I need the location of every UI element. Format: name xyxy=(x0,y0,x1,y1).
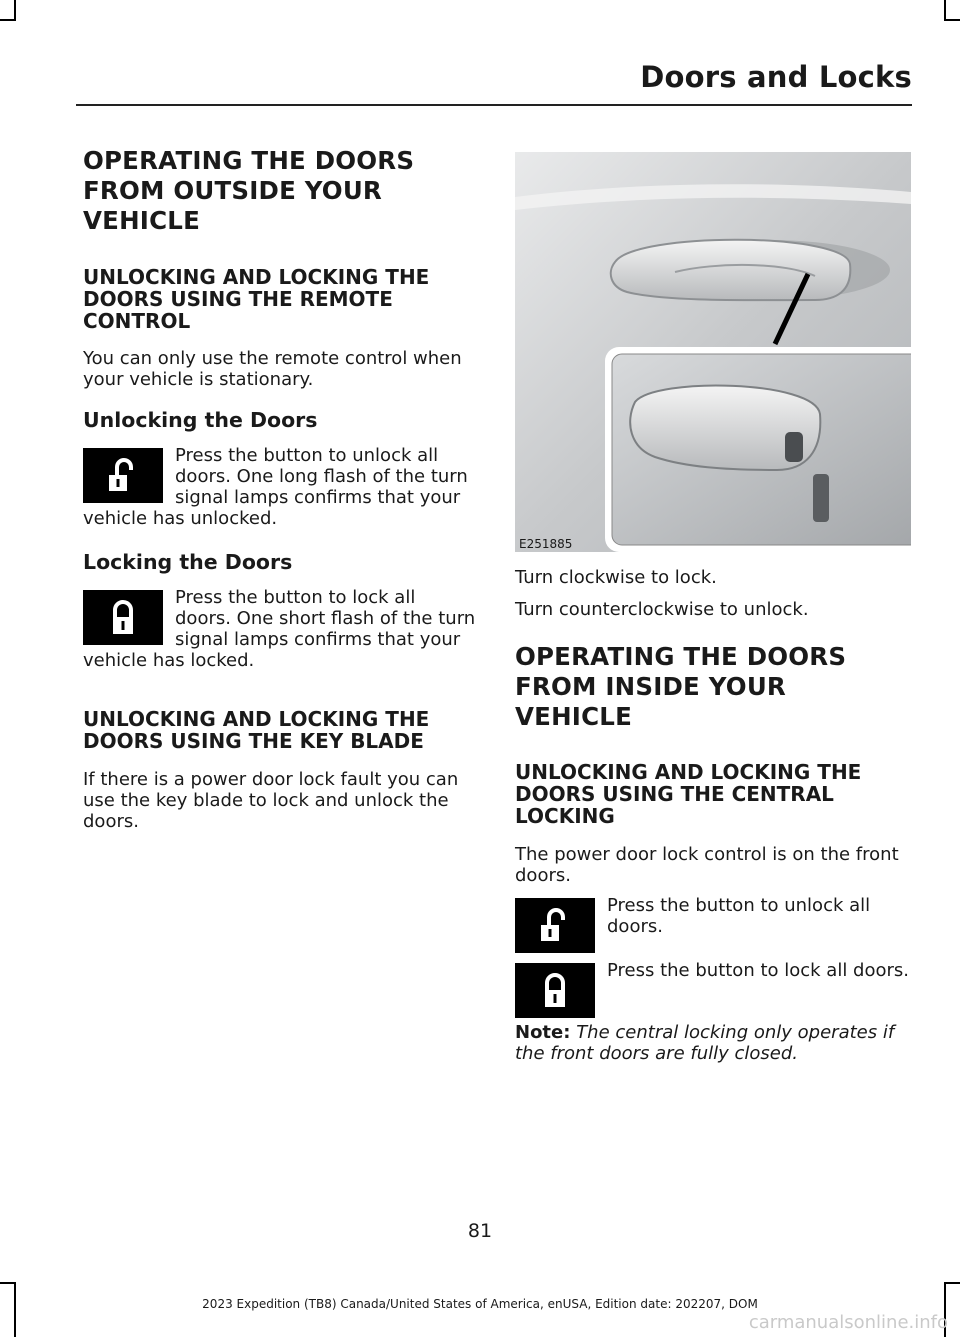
lock-instruction-text: Press the button to lock all doors. One short flash of the turn signal lamps confirms that your vehicle has locked. xyxy=(83,587,476,671)
central-locking-heading: UNLOCKING AND LOCKING THE DOORS USING THE CENTRAL LOCKING xyxy=(515,760,862,828)
lock-icon xyxy=(515,963,595,1018)
section-title-inside xyxy=(515,642,911,732)
crop-mark xyxy=(0,1282,16,1284)
crop-mark xyxy=(0,19,16,21)
central-unlock-text: Press the button to unlock all doors. xyxy=(607,895,871,937)
key-blade-heading: UNLOCKING AND LOCKING THE DOORS USING THE KEY BLADE xyxy=(83,707,430,753)
remote-intro-text: You can only use the remote control when your vehicle is stationary. xyxy=(83,348,462,390)
section-title-outside xyxy=(83,146,476,236)
lock-instruction xyxy=(83,587,476,671)
left-column xyxy=(83,146,476,832)
turn-counterclockwise-text: Turn counterclockwise to unlock. xyxy=(515,599,809,620)
unlock-icon xyxy=(83,448,163,503)
unlock-instruction xyxy=(83,445,476,529)
page-header-title: Doors and Locks xyxy=(640,60,912,94)
central-lock-text: Press the button to lock all doors. xyxy=(607,960,910,981)
figure-label: E251885 xyxy=(519,537,573,551)
section-title-line: FROM INSIDE YOUR VEHICLE xyxy=(515,672,786,731)
section-title-line: OPERATING THE DOORS xyxy=(515,642,847,671)
unlock-instruction-text: Press the button to unlock all doors. One long flash of the turn signal lamps confirms that your vehicle has unlocked. xyxy=(83,445,468,529)
door-handle-illustration xyxy=(515,152,911,552)
note-text: The central locking only operates if the front doors are fully closed. xyxy=(515,1022,895,1064)
turn-clockwise-text: Turn clockwise to lock. xyxy=(515,567,717,588)
section-title-line: FROM OUTSIDE YOUR xyxy=(83,176,382,205)
section-title-line: VEHICLE xyxy=(83,206,201,235)
right-column xyxy=(515,567,911,1064)
unlocking-heading: Unlocking the Doors xyxy=(83,408,318,432)
section-title-line: OPERATING THE DOORS xyxy=(83,146,415,175)
note xyxy=(515,1022,911,1064)
central-locking-intro: The power door lock control is on the front doors. xyxy=(515,844,899,886)
locking-heading: Locking the Doors xyxy=(83,550,293,574)
edition-footer: 2023 Expedition (TB8) Canada/United States of America, enUSA, Edition date: 202207, DOM xyxy=(202,1297,758,1311)
lock-icon xyxy=(83,590,163,645)
crop-mark xyxy=(944,0,946,20)
note-label: Note: xyxy=(515,1022,571,1043)
central-lock-instruction xyxy=(515,960,911,1020)
crop-mark xyxy=(944,1282,960,1284)
key-blade-text: If there is a power door lock fault you can use the key blade to lock and unlock the doors. xyxy=(83,769,459,832)
page-number: 81 xyxy=(467,1220,493,1242)
unlock-icon xyxy=(515,898,595,953)
central-unlock-instruction xyxy=(515,895,911,955)
watermark: carmanualsonline.info xyxy=(748,1312,948,1333)
crop-mark xyxy=(14,0,16,20)
remote-control-heading: UNLOCKING AND LOCKING THE DOORS USING THE REMOTE CONTROL xyxy=(83,265,430,333)
crop-mark xyxy=(944,19,960,21)
header-rule xyxy=(76,104,912,106)
